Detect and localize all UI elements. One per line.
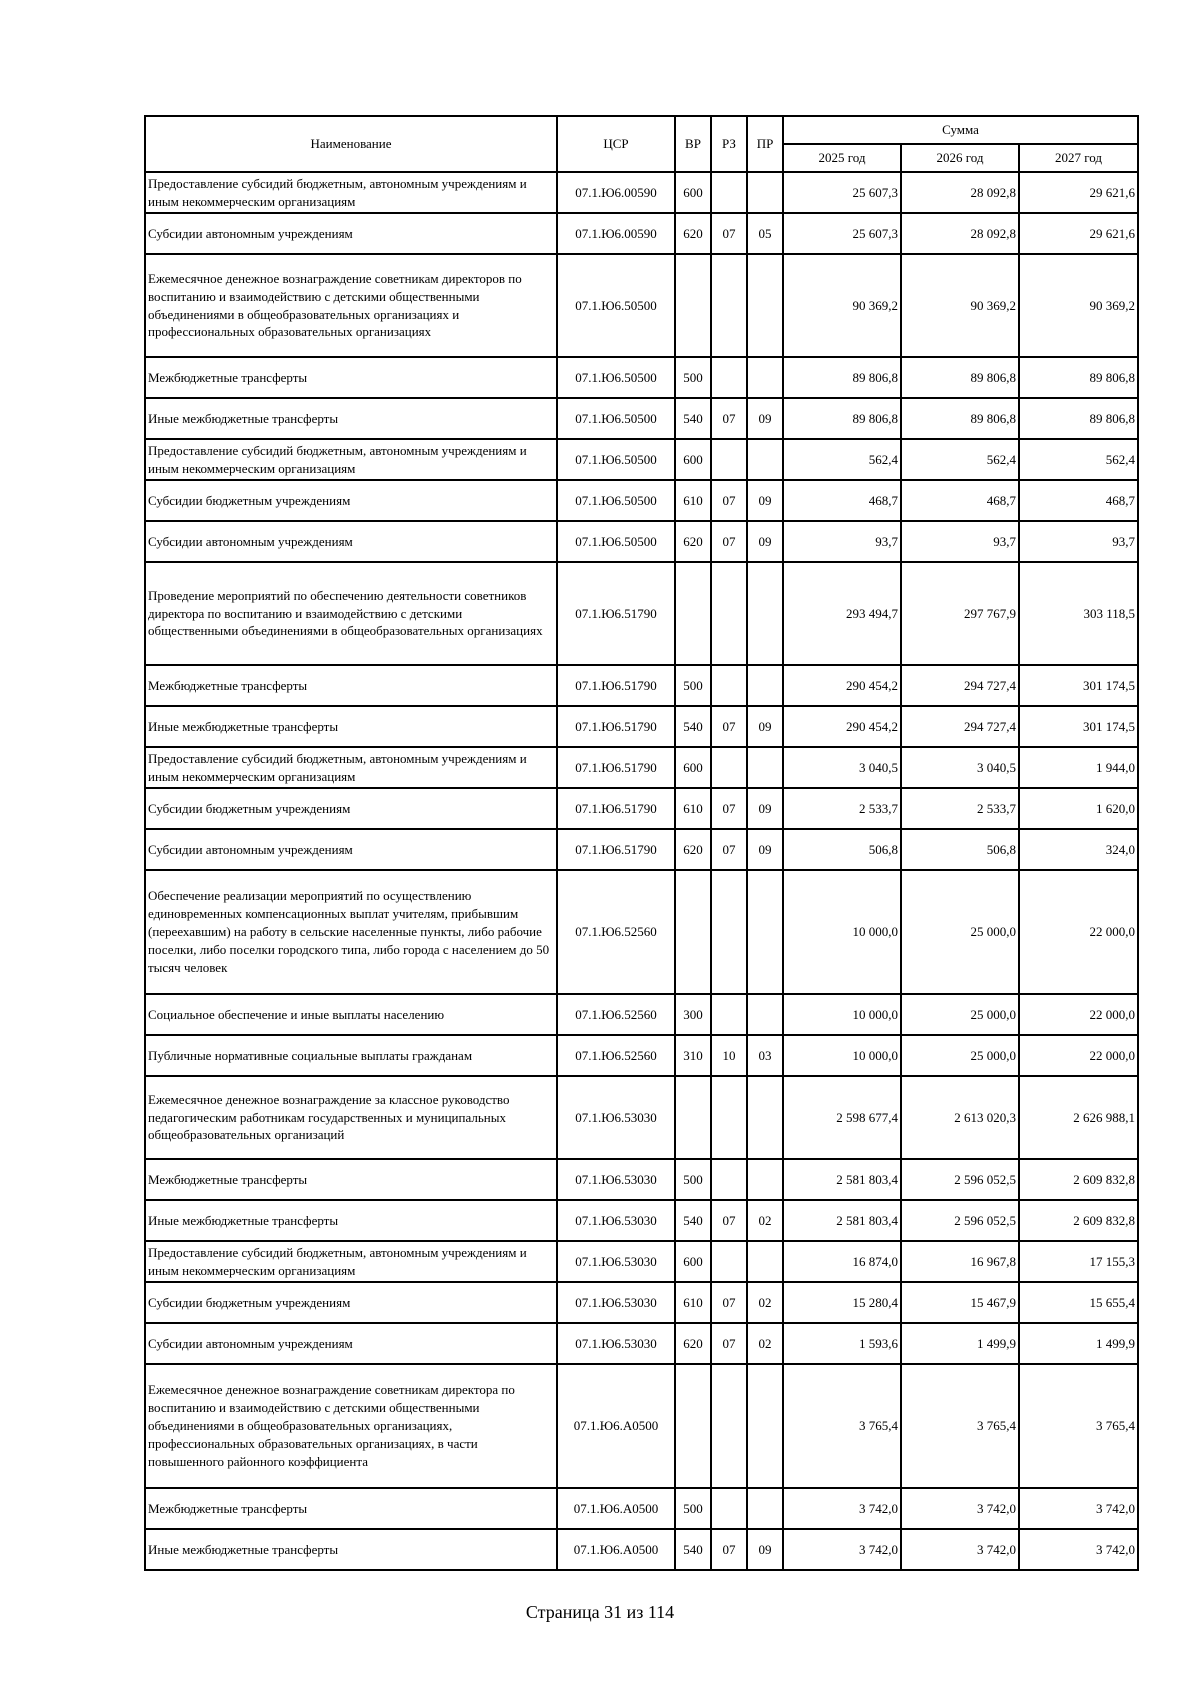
cell-2025: 1 593,6 (783, 1323, 901, 1364)
cell-name: Предоставление субсидий бюджетным, автономным учреждениям и иным некоммерческим организациям (145, 747, 557, 788)
cell-csr: 07.1.Ю6.53030 (557, 1323, 675, 1364)
header-name: Наименование (145, 116, 557, 172)
cell-rz (711, 994, 747, 1035)
cell-csr: 07.1.Ю6.А0500 (557, 1488, 675, 1529)
table-row (145, 1488, 1138, 1529)
cell-name: Иные межбюджетные трансферты (145, 706, 557, 747)
cell-2027: 22 000,0 (1019, 994, 1138, 1035)
cell-pr (747, 665, 783, 706)
cell-2025: 2 581 803,4 (783, 1159, 901, 1200)
cell-2027: 89 806,8 (1019, 398, 1138, 439)
cell-2026: 89 806,8 (901, 357, 1019, 398)
cell-vr: 600 (675, 747, 711, 788)
cell-2026: 506,8 (901, 829, 1019, 870)
cell-vr (675, 1076, 711, 1159)
cell-pr (747, 357, 783, 398)
cell-csr: 07.1.Ю6.50500 (557, 398, 675, 439)
cell-csr: 07.1.Ю6.50500 (557, 357, 675, 398)
header-year-2026: 2026 год (901, 144, 1019, 172)
table-row (145, 1159, 1138, 1200)
cell-pr: 02 (747, 1282, 783, 1323)
cell-2025: 562,4 (783, 439, 901, 480)
cell-2026: 468,7 (901, 480, 1019, 521)
cell-2026: 28 092,8 (901, 213, 1019, 254)
cell-pr: 09 (747, 788, 783, 829)
cell-2025: 10 000,0 (783, 994, 901, 1035)
cell-csr: 07.1.Ю6.51790 (557, 829, 675, 870)
cell-2025: 15 280,4 (783, 1282, 901, 1323)
cell-2027: 303 118,5 (1019, 562, 1138, 665)
cell-2027: 2 609 832,8 (1019, 1200, 1138, 1241)
cell-rz: 07 (711, 706, 747, 747)
cell-vr: 500 (675, 357, 711, 398)
cell-name: Межбюджетные трансферты (145, 665, 557, 706)
table-row (145, 665, 1138, 706)
cell-name: Субсидии бюджетным учреждениям (145, 788, 557, 829)
cell-csr: 07.1.Ю6.51790 (557, 562, 675, 665)
cell-2026: 2 596 052,5 (901, 1200, 1019, 1241)
cell-rz: 10 (711, 1035, 747, 1076)
cell-2027: 2 609 832,8 (1019, 1159, 1138, 1200)
table-row (145, 994, 1138, 1035)
table-row (145, 1364, 1138, 1488)
cell-2025: 89 806,8 (783, 398, 901, 439)
table-row (145, 1076, 1138, 1159)
cell-vr: 300 (675, 994, 711, 1035)
table-row (145, 1529, 1138, 1570)
cell-2025: 2 533,7 (783, 788, 901, 829)
cell-csr: 07.1.Ю6.51790 (557, 788, 675, 829)
cell-name: Субсидии бюджетным учреждениям (145, 480, 557, 521)
table-row (145, 439, 1138, 480)
header-rz: РЗ (711, 116, 747, 172)
cell-2025: 3 742,0 (783, 1529, 901, 1570)
cell-csr: 07.1.Ю6.50500 (557, 439, 675, 480)
cell-2025: 506,8 (783, 829, 901, 870)
cell-2027: 468,7 (1019, 480, 1138, 521)
table-row (145, 829, 1138, 870)
cell-2025: 290 454,2 (783, 665, 901, 706)
header-sum: Сумма (783, 116, 1138, 144)
cell-vr: 600 (675, 1241, 711, 1282)
cell-csr: 07.1.Ю6.53030 (557, 1076, 675, 1159)
cell-rz: 07 (711, 1323, 747, 1364)
cell-pr: 02 (747, 1323, 783, 1364)
cell-2026: 562,4 (901, 439, 1019, 480)
cell-2026: 3 765,4 (901, 1364, 1019, 1488)
cell-csr: 07.1.Ю6.50500 (557, 254, 675, 357)
cell-pr: 09 (747, 1529, 783, 1570)
table-row (145, 1200, 1138, 1241)
cell-csr: 07.1.Ю6.00590 (557, 172, 675, 213)
page-number: Страница 31 из 114 (525, 1602, 675, 1622)
cell-2026: 3 742,0 (901, 1529, 1019, 1570)
cell-2027: 90 369,2 (1019, 254, 1138, 357)
cell-rz: 07 (711, 829, 747, 870)
cell-csr: 07.1.Ю6.52560 (557, 1035, 675, 1076)
cell-rz (711, 1364, 747, 1488)
cell-2025: 3 742,0 (783, 1488, 901, 1529)
cell-pr: 09 (747, 480, 783, 521)
cell-2027: 3 765,4 (1019, 1364, 1138, 1488)
cell-pr (747, 1241, 783, 1282)
header-year-2027: 2027 год (1019, 144, 1138, 172)
cell-vr (675, 870, 711, 994)
cell-2026: 25 000,0 (901, 870, 1019, 994)
cell-name: Субсидии бюджетным учреждениям (145, 1282, 557, 1323)
cell-csr: 07.1.Ю6.52560 (557, 994, 675, 1035)
cell-rz (711, 665, 747, 706)
cell-rz (711, 357, 747, 398)
cell-2027: 3 742,0 (1019, 1529, 1138, 1570)
cell-vr: 310 (675, 1035, 711, 1076)
cell-csr: 07.1.Ю6.А0500 (557, 1364, 675, 1488)
cell-vr: 610 (675, 1282, 711, 1323)
cell-vr: 500 (675, 1159, 711, 1200)
cell-name: Иные межбюджетные трансферты (145, 398, 557, 439)
cell-name: Иные межбюджетные трансферты (145, 1529, 557, 1570)
header-year-2025: 2025 год (783, 144, 901, 172)
cell-csr: 07.1.Ю6.53030 (557, 1200, 675, 1241)
cell-2027: 1 499,9 (1019, 1323, 1138, 1364)
cell-name: Межбюджетные трансферты (145, 1488, 557, 1529)
cell-csr: 07.1.Ю6.53030 (557, 1241, 675, 1282)
cell-name: Субсидии автономным учреждениям (145, 829, 557, 870)
table-row (145, 788, 1138, 829)
cell-vr: 600 (675, 172, 711, 213)
cell-2025: 90 369,2 (783, 254, 901, 357)
cell-rz: 07 (711, 213, 747, 254)
cell-pr (747, 254, 783, 357)
cell-2025: 25 607,3 (783, 172, 901, 213)
cell-pr: 02 (747, 1200, 783, 1241)
table-row (145, 706, 1138, 747)
cell-2025: 3 040,5 (783, 747, 901, 788)
cell-2025: 89 806,8 (783, 357, 901, 398)
cell-2025: 25 607,3 (783, 213, 901, 254)
header-pr: ПР (747, 116, 783, 172)
cell-name: Ежемесячное денежное вознаграждение советникам директоров по воспитанию и взаимодействию с детскими общественными объединениями в общеобразовательных организациях и профессиональных образовательных организациях (145, 254, 557, 357)
cell-pr (747, 1488, 783, 1529)
cell-vr: 600 (675, 439, 711, 480)
cell-2026: 16 967,8 (901, 1241, 1019, 1282)
cell-pr (747, 172, 783, 213)
cell-2025: 2 581 803,4 (783, 1200, 901, 1241)
table-row (145, 1241, 1138, 1282)
cell-rz (711, 562, 747, 665)
cell-rz (711, 1159, 747, 1200)
cell-csr: 07.1.Ю6.51790 (557, 665, 675, 706)
cell-2025: 3 765,4 (783, 1364, 901, 1488)
cell-2027: 2 626 988,1 (1019, 1076, 1138, 1159)
cell-csr: 07.1.Ю6.51790 (557, 706, 675, 747)
cell-csr: 07.1.Ю6.50500 (557, 480, 675, 521)
cell-pr (747, 562, 783, 665)
cell-2025: 93,7 (783, 521, 901, 562)
cell-pr: 03 (747, 1035, 783, 1076)
cell-2027: 17 155,3 (1019, 1241, 1138, 1282)
cell-2027: 324,0 (1019, 829, 1138, 870)
cell-name: Субсидии автономным учреждениям (145, 521, 557, 562)
cell-pr (747, 747, 783, 788)
cell-vr (675, 1364, 711, 1488)
cell-pr (747, 870, 783, 994)
cell-2026: 2 613 020,3 (901, 1076, 1019, 1159)
cell-2027: 301 174,5 (1019, 665, 1138, 706)
cell-vr: 610 (675, 480, 711, 521)
cell-rz: 07 (711, 521, 747, 562)
cell-2026: 297 767,9 (901, 562, 1019, 665)
cell-name: Иные межбюджетные трансферты (145, 1200, 557, 1241)
cell-name: Предоставление субсидий бюджетным, автономным учреждениям и иным некоммерческим организациям (145, 439, 557, 480)
cell-2026: 89 806,8 (901, 398, 1019, 439)
cell-pr: 09 (747, 829, 783, 870)
cell-pr (747, 439, 783, 480)
cell-name: Проведение мероприятий по обеспечению деятельности советников директора по воспитанию и взаимодействию с детскими общественными объединениями в общеобразовательных организациях (145, 562, 557, 665)
cell-vr: 540 (675, 706, 711, 747)
cell-rz (711, 439, 747, 480)
cell-csr: 07.1.Ю6.53030 (557, 1282, 675, 1323)
table-row (145, 1323, 1138, 1364)
cell-2027: 29 621,6 (1019, 172, 1138, 213)
cell-pr (747, 1076, 783, 1159)
cell-rz (711, 1076, 747, 1159)
cell-2026: 2 533,7 (901, 788, 1019, 829)
cell-pr: 09 (747, 521, 783, 562)
cell-rz: 07 (711, 398, 747, 439)
cell-pr: 09 (747, 398, 783, 439)
cell-name: Публичные нормативные социальные выплаты гражданам (145, 1035, 557, 1076)
cell-2025: 2 598 677,4 (783, 1076, 901, 1159)
cell-2027: 89 806,8 (1019, 357, 1138, 398)
cell-name: Предоставление субсидий бюджетным, автономным учреждениям и иным некоммерческим организациям (145, 172, 557, 213)
cell-csr: 07.1.Ю6.53030 (557, 1159, 675, 1200)
cell-pr: 05 (747, 213, 783, 254)
cell-pr: 09 (747, 706, 783, 747)
cell-vr: 620 (675, 1323, 711, 1364)
table-row (145, 870, 1138, 994)
table-body (145, 172, 1138, 1570)
cell-2026: 2 596 052,5 (901, 1159, 1019, 1200)
cell-2025: 10 000,0 (783, 1035, 901, 1076)
cell-2026: 294 727,4 (901, 706, 1019, 747)
cell-csr: 07.1.Ю6.52560 (557, 870, 675, 994)
cell-name: Межбюджетные трансферты (145, 1159, 557, 1200)
cell-name: Ежемесячное денежное вознаграждение за классное руководство педагогическим работникам государственных и муниципальных общеобразовательных организаций (145, 1076, 557, 1159)
cell-pr (747, 1159, 783, 1200)
cell-2027: 1 944,0 (1019, 747, 1138, 788)
cell-csr: 07.1.Ю6.00590 (557, 213, 675, 254)
cell-2026: 15 467,9 (901, 1282, 1019, 1323)
cell-2027: 3 742,0 (1019, 1488, 1138, 1529)
cell-vr: 500 (675, 665, 711, 706)
cell-vr: 610 (675, 788, 711, 829)
table-row (145, 562, 1138, 665)
cell-csr: 07.1.Ю6.51790 (557, 747, 675, 788)
cell-rz: 07 (711, 788, 747, 829)
cell-rz (711, 1241, 747, 1282)
table-row (145, 747, 1138, 788)
cell-rz (711, 870, 747, 994)
cell-name: Межбюджетные трансферты (145, 357, 557, 398)
cell-2026: 28 092,8 (901, 172, 1019, 213)
cell-2027: 22 000,0 (1019, 1035, 1138, 1076)
cell-2025: 293 494,7 (783, 562, 901, 665)
cell-rz (711, 1488, 747, 1529)
cell-vr (675, 562, 711, 665)
cell-2026: 93,7 (901, 521, 1019, 562)
cell-rz: 07 (711, 1282, 747, 1323)
cell-vr (675, 254, 711, 357)
cell-csr: 07.1.Ю6.А0500 (557, 1529, 675, 1570)
table-row (145, 213, 1138, 254)
table-row (145, 1282, 1138, 1323)
cell-name: Субсидии автономным учреждениям (145, 1323, 557, 1364)
table-row (145, 357, 1138, 398)
table-row (145, 1035, 1138, 1076)
cell-rz (711, 172, 747, 213)
cell-2027: 562,4 (1019, 439, 1138, 480)
cell-2027: 93,7 (1019, 521, 1138, 562)
cell-name: Субсидии автономным учреждениям (145, 213, 557, 254)
cell-csr: 07.1.Ю6.50500 (557, 521, 675, 562)
cell-2025: 290 454,2 (783, 706, 901, 747)
cell-2026: 25 000,0 (901, 1035, 1019, 1076)
cell-2026: 3 040,5 (901, 747, 1019, 788)
budget-table (144, 115, 1139, 1571)
cell-rz (711, 254, 747, 357)
cell-rz: 07 (711, 480, 747, 521)
cell-vr: 620 (675, 521, 711, 562)
cell-pr (747, 994, 783, 1035)
table-row (145, 521, 1138, 562)
cell-vr: 620 (675, 829, 711, 870)
table-row (145, 398, 1138, 439)
cell-2026: 1 499,9 (901, 1323, 1019, 1364)
cell-pr (747, 1364, 783, 1488)
cell-rz (711, 747, 747, 788)
cell-vr: 620 (675, 213, 711, 254)
cell-rz: 07 (711, 1200, 747, 1241)
cell-2027: 15 655,4 (1019, 1282, 1138, 1323)
cell-rz: 07 (711, 1529, 747, 1570)
cell-name: Обеспечение реализации мероприятий по осуществлению единовременных компенсационных выплат учителям, прибывшим (переехавшим) на работу в сельские населенные пункты, либо рабочие поселки, либо поселки городского типа, либо города с населением до 50 тысяч человек (145, 870, 557, 994)
cell-2025: 16 874,0 (783, 1241, 901, 1282)
cell-2027: 22 000,0 (1019, 870, 1138, 994)
table-header (145, 116, 1138, 172)
table-row (145, 480, 1138, 521)
cell-vr: 540 (675, 1200, 711, 1241)
table-row (145, 172, 1138, 213)
cell-vr: 540 (675, 1529, 711, 1570)
header-vr: ВР (675, 116, 711, 172)
cell-2025: 468,7 (783, 480, 901, 521)
cell-vr: 540 (675, 398, 711, 439)
cell-2027: 1 620,0 (1019, 788, 1138, 829)
cell-name: Ежемесячное денежное вознаграждение советникам директора по воспитанию и взаимодействию с детскими общественными объединениями в общеобразовательных организациях, профессиональных образовательных организациях, в части повышенного районного коэффициента (145, 1364, 557, 1488)
cell-name: Предоставление субсидий бюджетным, автономным учреждениям и иным некоммерческим организациям (145, 1241, 557, 1282)
table-row (145, 254, 1138, 357)
cell-name: Социальное обеспечение и иные выплаты населению (145, 994, 557, 1035)
cell-2027: 301 174,5 (1019, 706, 1138, 747)
cell-2025: 10 000,0 (783, 870, 901, 994)
cell-2026: 3 742,0 (901, 1488, 1019, 1529)
cell-2026: 90 369,2 (901, 254, 1019, 357)
cell-2026: 25 000,0 (901, 994, 1019, 1035)
cell-2026: 294 727,4 (901, 665, 1019, 706)
cell-2027: 29 621,6 (1019, 213, 1138, 254)
cell-vr: 500 (675, 1488, 711, 1529)
header-csr: ЦСР (557, 116, 675, 172)
